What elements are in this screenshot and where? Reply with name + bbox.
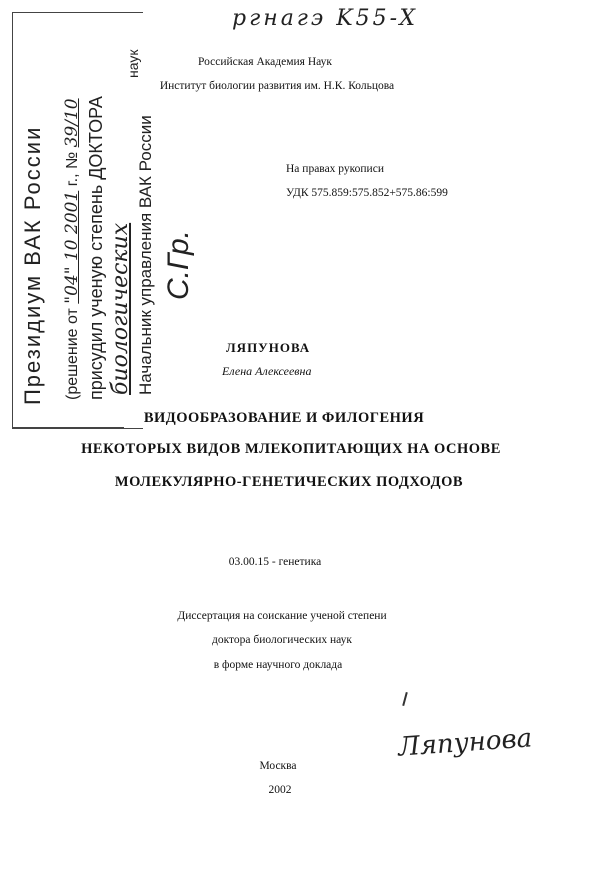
vak-stamp: [0, 0, 200, 430]
specialty-code: 03.00.15 - генетика: [228, 556, 322, 568]
author-name: Елена Алексеевна: [222, 364, 312, 378]
title-line-1: ВИДООБРАЗОВАНИЕ И ФИЛОГЕНИЯ: [143, 410, 425, 426]
stamp-decision-date: "04" 10 2001: [62, 190, 82, 304]
stamp-frame-bottom: [12, 427, 124, 428]
stamp-decision-number: 39/10: [62, 98, 82, 148]
title-line-2: НЕКОТОРЫХ ВИДОВ МЛЕКОПИТАЮЩИХ НА ОСНОВЕ: [81, 441, 501, 457]
stamp-decision-prefix: (решение от: [64, 308, 81, 400]
udk-code: УДК 575.859:575.852+575.86:599: [286, 187, 448, 199]
stamp-line-decision: [62, 98, 82, 400]
institute-name: Институт биологии развития им. Н.К. Кольцова: [159, 80, 395, 92]
dissertation-line-2: доктора биологических наук: [211, 634, 353, 646]
stamp-decision-mid: г., №: [64, 151, 81, 187]
top-handwritten-mark: ргнагэ K55-X: [232, 6, 418, 31]
dissertation-line-1: Диссертация на соискание ученой степени: [177, 610, 387, 622]
dissertation-line-3: в форме научного доклада: [213, 659, 343, 671]
rights-label: На правах рукописи: [286, 163, 384, 175]
city: Москва: [259, 760, 297, 772]
signature-tick: [402, 692, 408, 706]
year: 2002: [268, 784, 292, 796]
stamp-line-presidium: Президиум ВАК России: [20, 125, 45, 405]
stamp-signature: С.Гр.: [162, 229, 195, 300]
author-surname: ЛЯПУНОВА: [226, 340, 311, 355]
stamp-field-handwritten: биологических: [108, 222, 133, 395]
title-line-3: МОЛЕКУЛЯРНО-ГЕНЕТИЧЕСКИХ ПОДХОДОВ: [114, 474, 464, 490]
author-signature: Ляпунова: [397, 723, 534, 763]
stamp-line-degree: присудил ученую степень ДОКТОРА: [86, 96, 106, 400]
stamp-line-head: Начальник управления ВАК России: [136, 115, 155, 395]
stamp-field-suffix: наук: [125, 49, 141, 78]
stamp-line-field: [108, 223, 133, 395]
academy-name: Российская Академия Наук: [198, 56, 332, 68]
